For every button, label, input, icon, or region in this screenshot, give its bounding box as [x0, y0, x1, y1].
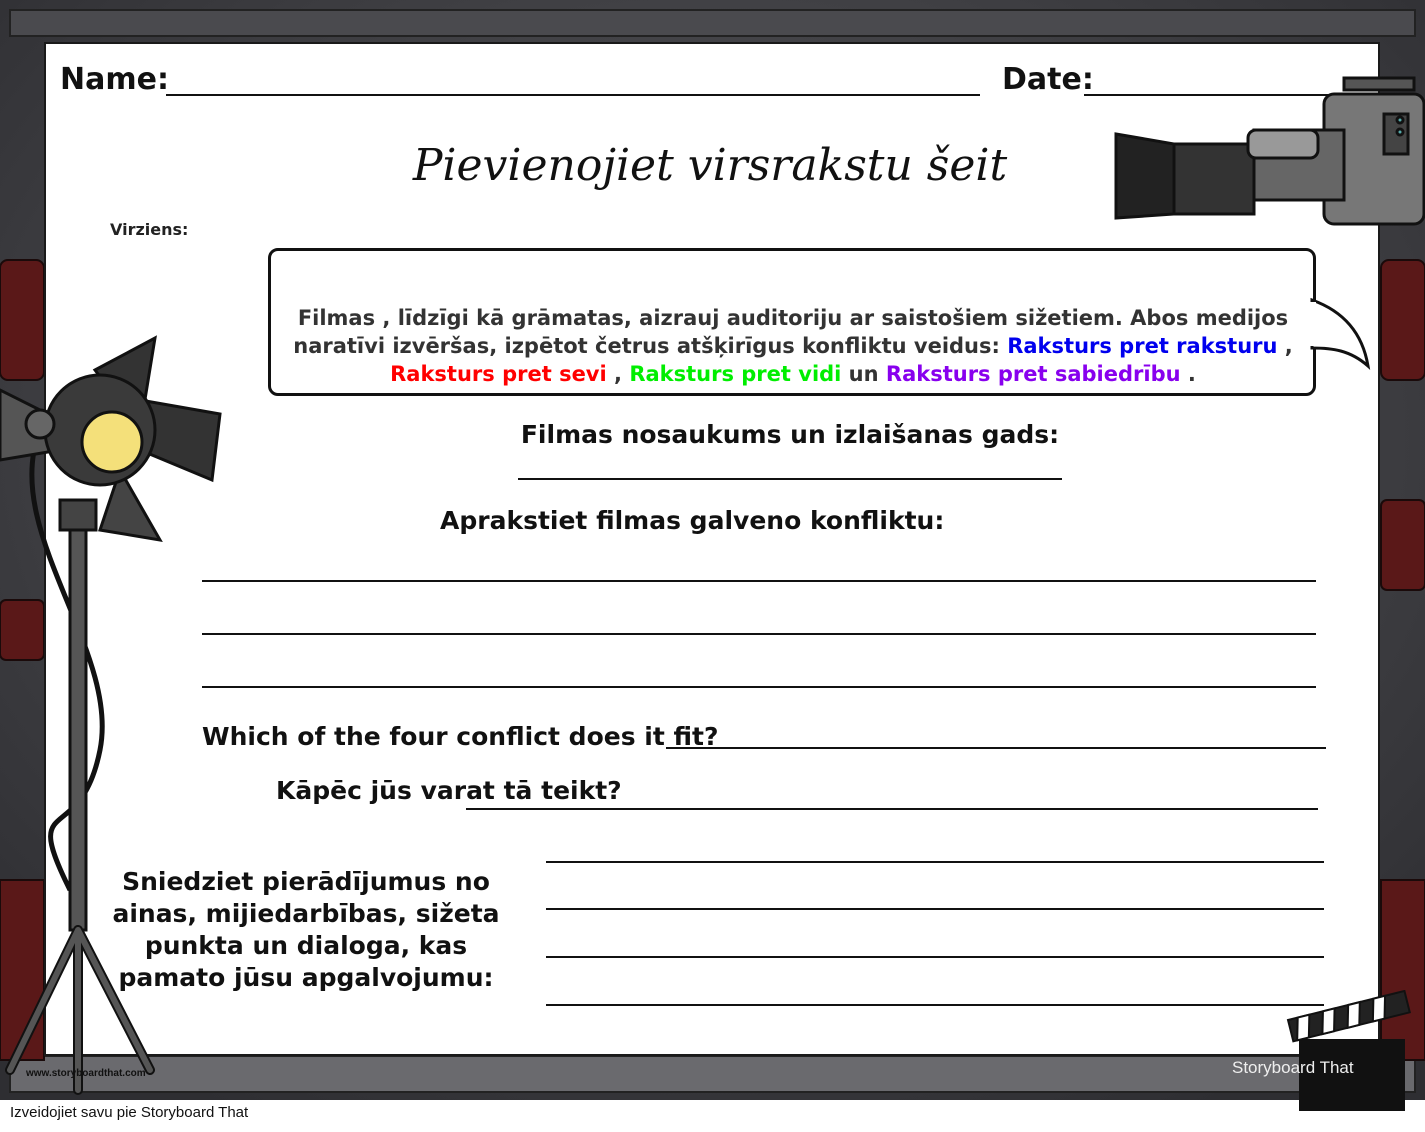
which-conflict-question: Which of the four conflict does it fit? — [202, 722, 719, 751]
separator: un — [841, 362, 886, 386]
answer-line[interactable] — [202, 633, 1316, 635]
clapperboard-icon — [1284, 990, 1414, 1114]
conflict-character-vs-society: Raksturs pret sabiedrību — [885, 362, 1181, 386]
directions-text — [278, 304, 1308, 388]
answer-line[interactable] — [202, 580, 1316, 582]
film-camera-icon — [1114, 74, 1425, 230]
speech-bubble-icon — [1310, 290, 1374, 370]
conflict-character-vs-character: Raksturs pret raksturu — [1007, 334, 1278, 358]
name-line[interactable] — [166, 94, 980, 96]
main-conflict-question: Aprakstiet filmas galveno konfliktu: — [440, 506, 945, 535]
page-title[interactable]: Pievienojiet virsrakstu šeit — [412, 140, 1008, 191]
evidence-line[interactable] — [546, 1004, 1324, 1006]
separator: , — [606, 362, 630, 386]
answer-line[interactable] — [202, 686, 1316, 688]
conflict-character-vs-self: Raksturs pret sevi — [390, 362, 607, 386]
evidence-question: Sniedziet pierādījumus no ainas, mijiedarbības, sižeta punkta un dialoga, kas pamato jūsu apgalvojumu: — [112, 867, 500, 992]
film-title-line[interactable] — [518, 478, 1062, 480]
date-label: Date: — [1002, 62, 1094, 97]
watermark-url: www.storyboardthat.com — [26, 1068, 146, 1079]
evidence-line[interactable] — [546, 956, 1324, 958]
intro-text: Filmas , līdzīgi kā grāmatas, aizrauj auditoriju ar saistošiem sižetiem. Abos medijos naratīvi izvēršas, izpētot četrus atšķirīgus konfliktu veidus: — [293, 306, 1289, 358]
brand-logo: Storyboard That — [1232, 1058, 1354, 1077]
separator: . — [1180, 362, 1196, 386]
evidence-line[interactable] — [546, 861, 1324, 863]
evidence-line[interactable] — [546, 908, 1324, 910]
conflict-character-vs-nature: Raksturs pret vidi — [629, 362, 842, 386]
create-link[interactable]: Izveidojiet savu pie Storyboard That — [10, 1104, 249, 1121]
film-title-question: Filmas nosaukums un izlaišanas gads: — [520, 420, 1060, 449]
spotlight-icon — [0, 330, 230, 1100]
directions-label: Virziens: — [110, 220, 189, 239]
why-question: Kāpēc jūs varat tā teikt? — [276, 776, 622, 805]
why-line[interactable] — [466, 808, 1318, 810]
which-conflict-line[interactable] — [666, 747, 1326, 749]
name-label: Name: — [60, 62, 169, 97]
separator: , — [1277, 334, 1293, 358]
